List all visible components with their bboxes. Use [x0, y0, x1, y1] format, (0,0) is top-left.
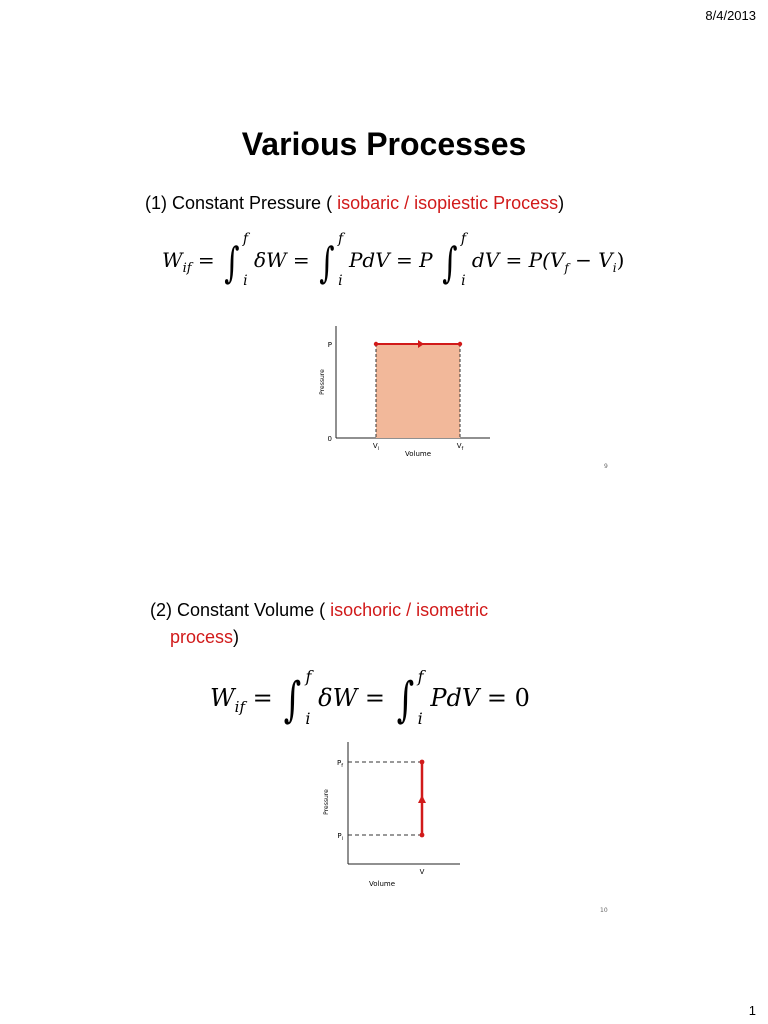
pi-tick-label: $P_i$	[337, 832, 343, 842]
page-title: Various Processes	[241, 126, 527, 162]
vi-tick-label: $V_i$	[372, 442, 380, 452]
eq1-term2: PdV	[348, 248, 390, 272]
section2-equation	[210, 667, 530, 728]
eq2-upper-2: f	[417, 667, 424, 686]
section1-suffix: )	[558, 193, 565, 213]
integral-sign-4: ∫	[284, 672, 302, 728]
y-axis-label: Pressure	[319, 369, 326, 395]
eq2-upper-1: f	[305, 667, 312, 686]
eq1-rhs-mid: − V	[568, 248, 613, 272]
slide-number-10: 10	[600, 907, 608, 914]
x-axis-label-2: Volume	[368, 880, 396, 888]
initial-state-point	[374, 342, 378, 346]
section1-equation	[162, 231, 625, 289]
final-state-point-2	[420, 760, 425, 765]
section2-heading	[150, 597, 488, 623]
isobaric-pv-diagram	[300, 318, 620, 493]
p-tick-label: P	[327, 341, 332, 349]
section2-heading-line2	[170, 624, 239, 650]
eq1-lower-2: i	[338, 273, 343, 289]
integral-sign-1: ∫	[224, 238, 240, 287]
eq1-equals-3: =	[396, 248, 413, 272]
initial-state-point-2	[420, 833, 425, 838]
eq2-equals-2: =	[364, 684, 385, 712]
section1-prefix: (1) Constant Pressure (	[145, 193, 338, 213]
eq2-lower-1: i	[305, 709, 311, 728]
y-axis-label-2: Pressure	[323, 789, 330, 815]
eq1-upper-3: f	[460, 231, 467, 247]
eq1-rhs-end: )	[616, 248, 625, 272]
x-axis-label: Volume	[404, 450, 432, 458]
section2-prefix: (2) Constant Volume (	[150, 600, 331, 620]
eq1-term3: dV	[471, 248, 500, 272]
eq1-lower-1: i	[243, 273, 248, 289]
eq2-lhs: W	[210, 684, 235, 712]
eq2-term1: δW	[318, 684, 358, 712]
eq1-lower-3: i	[461, 273, 466, 289]
date-header: 8/4/2013	[705, 8, 756, 23]
direction-arrow-2	[418, 795, 426, 803]
slide-number-9: 9	[604, 463, 608, 470]
integral-sign-3: ∫	[442, 238, 458, 287]
origin-label: 0	[327, 435, 332, 443]
eq1-equals-1: =	[197, 248, 215, 272]
section2-suffix: )	[233, 627, 240, 647]
eq1-term1: δW	[253, 248, 287, 272]
eq2-lower-2: i	[417, 709, 423, 728]
eq2-equals-1: =	[252, 684, 273, 712]
section1-highlight: isobaric / isopiestic Process	[337, 193, 559, 213]
eq1-lhs: W	[162, 248, 183, 272]
eq1-lhs-sub: if	[182, 261, 192, 276]
integral-sign-2: ∫	[319, 238, 335, 287]
integral-sign-5: ∫	[396, 672, 414, 728]
isochoric-pv-diagram	[300, 736, 620, 916]
eq2-rhs: = 0	[486, 684, 530, 712]
v-tick-label: V	[419, 868, 425, 876]
eq1-upper-1: f	[242, 231, 249, 247]
eq1-upper-2: f	[337, 231, 344, 247]
eq1-rhs: P(V	[528, 248, 565, 272]
vf-tick-label: $V_f$	[456, 442, 464, 452]
page-number: 1	[748, 1003, 756, 1018]
eq2-lhs-sub: if	[234, 697, 246, 716]
eq1-term3-pre: P	[419, 248, 433, 272]
eq1-rhs-f: f	[564, 261, 569, 275]
final-state-point	[458, 342, 462, 346]
work-area	[376, 344, 460, 438]
eq1-equals-2: =	[292, 248, 310, 272]
eq1-equals-4: =	[505, 248, 523, 272]
eq2-term2: PdV	[430, 684, 480, 712]
eq1-rhs-i: i	[612, 261, 617, 275]
section1-heading	[145, 190, 564, 216]
section2-highlight-line2: process	[170, 627, 234, 647]
pf-tick-label: $P_f$	[337, 759, 343, 769]
section2-highlight-line1: isochoric / isometric	[330, 600, 489, 620]
